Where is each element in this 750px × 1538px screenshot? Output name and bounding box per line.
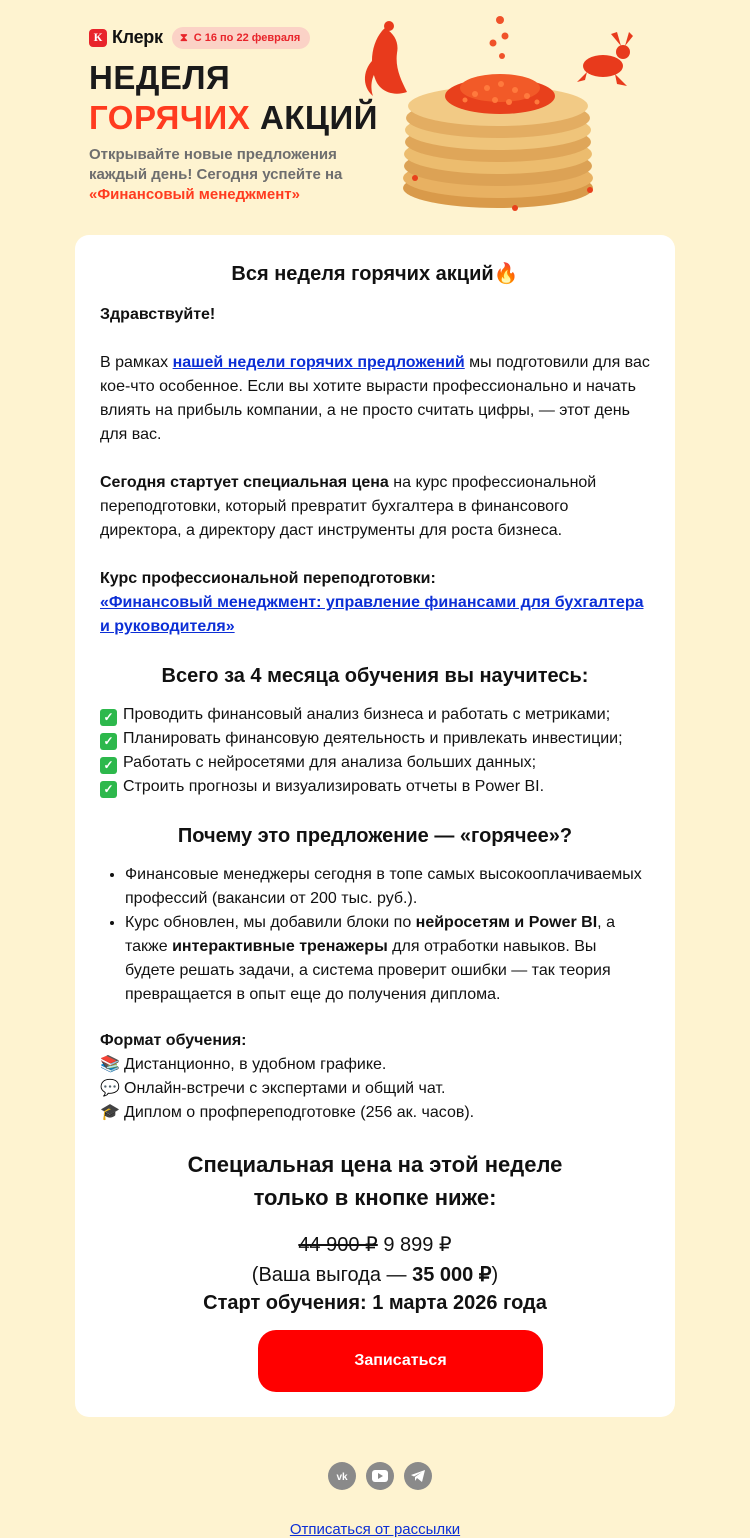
- headline-black: АКЦИЙ: [259, 99, 378, 136]
- caviar-mound: [445, 74, 555, 114]
- course-link[interactable]: «Финансовый менеджмент: управление финансами для бухгалтера и руководителя»: [100, 594, 644, 635]
- intro-text-rest: мы подготовили для вас кое-что особенное. Если вы хотите вырасти профессионально и начать влиять на прибыль компании, а не просто считать цифры, — этот день для вас.: [100, 354, 650, 443]
- list-item: [100, 727, 650, 751]
- telegram-icon[interactable]: [404, 1462, 432, 1490]
- list-item: [100, 1053, 650, 1077]
- headline-line1: НЕДЕЛЯ: [89, 59, 231, 96]
- special-rest: на курс профессиональной переподготовки, который превратит бухгалтера в финансового директора, а директору даст инструменты для роста бизнеса.: [100, 474, 597, 539]
- special-bold: Сегодня стартует специальная цена: [100, 474, 389, 491]
- format-block: [100, 1029, 650, 1125]
- card-title: Вся неделя горячих акций🔥: [231, 263, 519, 285]
- banner-subtitle: [89, 145, 379, 205]
- savings-value: 35 000 ₽: [412, 1264, 492, 1286]
- hot-week-link[interactable]: нашей недели горячих предложений: [172, 354, 465, 371]
- headline-red: ГОРЯЧИХ: [89, 99, 251, 136]
- why-item-text: для отработки навыков. Вы будете решать задачи, а система проверит ошибки — так теория превращается в опыт еще до получения диплома.: [125, 938, 611, 1003]
- list-item: [100, 751, 650, 775]
- learn-heading: Всего за 4 месяца обучения вы научитесь:: [161, 665, 589, 687]
- firebird-icon: [365, 21, 407, 96]
- learn-item-text: Строить прогнозы и визуализировать отчеты в Power BI.: [123, 778, 545, 795]
- price-row: [100, 1232, 650, 1257]
- speech-bubble-icon: 💬: [100, 1080, 120, 1097]
- why-item-text: Курс обновлен, мы добавили блоки по: [125, 914, 416, 931]
- check-icon: ✓: [100, 781, 117, 798]
- learn-item-text: Проводить финансовый анализ бизнеса и работать с метриками;: [123, 706, 611, 723]
- special-price-paragraph: [100, 471, 650, 543]
- why-item-bold: нейросетям и Power BI: [415, 914, 598, 931]
- check-icon: ✓: [100, 709, 117, 726]
- date-badge-text: С 16 по 22 февраля: [193, 32, 301, 44]
- svg-text:vk: vk: [336, 1472, 348, 1481]
- subtitle-text: Открывайте новые предложения каждый день! Сегодня успейте на: [89, 146, 343, 183]
- new-price: 9 899 ₽: [383, 1234, 452, 1256]
- savings-row: [100, 1262, 650, 1287]
- youtube-icon[interactable]: [366, 1462, 394, 1490]
- vk-icon[interactable]: [328, 1462, 356, 1490]
- check-icon: ✓: [100, 757, 117, 774]
- learn-item-text: Работать с нейросетями для анализа больших данных;: [123, 754, 537, 771]
- greeting: Здравствуйте!: [100, 306, 216, 323]
- list-item: [100, 1101, 650, 1125]
- why-item-text: Финансовые менеджеры сегодня в топе самых высокооплачиваемых профессий (вакансии от 200 тыс. руб.).: [125, 866, 642, 907]
- pancakes-with-caviar-image: [355, 8, 645, 218]
- start-date: Старт обучения: 1 марта 2026 года: [203, 1292, 547, 1314]
- why-item-text: , а также: [125, 914, 615, 955]
- course-block: [100, 567, 650, 639]
- check-icon: ✓: [100, 733, 117, 750]
- books-icon: 📚: [100, 1056, 120, 1073]
- format-item-text: Онлайн-встречи с экспертами и общий чат.: [124, 1080, 446, 1097]
- banner-headline: [89, 58, 378, 138]
- unsubscribe-link[interactable]: Отписаться от рассылки: [289, 1521, 461, 1538]
- why-item-bold: интерактивные тренажеры: [172, 938, 388, 955]
- learn-list: [100, 703, 650, 799]
- content-card: [75, 235, 675, 1417]
- date-badge: [172, 27, 310, 49]
- savings-text: (Ваша выгода —: [251, 1264, 413, 1286]
- social-links: [328, 1462, 432, 1490]
- why-list: [100, 863, 650, 1007]
- price-heading-line1: Специальная цена на этой неделе: [187, 1152, 563, 1177]
- format-label: Формат обучения:: [100, 1032, 247, 1049]
- savings-text-end: ): [491, 1264, 499, 1286]
- course-label: Курс профессиональной переподготовки:: [100, 570, 436, 587]
- rabbit-icon: [577, 32, 633, 86]
- graduation-cap-icon: 🎓: [100, 1104, 120, 1121]
- list-item: [100, 1077, 650, 1101]
- why-heading: Почему это предложение — «горячее»?: [177, 825, 573, 847]
- subtitle-red: «Финансовый менеджмент»: [89, 186, 300, 203]
- klerk-logo[interactable]: [89, 27, 163, 48]
- klerk-logo-icon: К: [89, 29, 107, 47]
- logo-text: Клерк: [112, 27, 163, 47]
- promo-banner: [0, 0, 750, 235]
- list-item: [125, 911, 650, 1007]
- list-item: [100, 775, 650, 799]
- price-heading-line2: только в кнопке ниже:: [253, 1185, 497, 1210]
- old-price: 44 900 ₽: [298, 1234, 378, 1256]
- list-item: [125, 863, 650, 911]
- list-item: [100, 703, 650, 727]
- enroll-button[interactable]: Записаться: [258, 1330, 543, 1392]
- intro-text: В рамках: [100, 354, 173, 371]
- format-item-text: Диплом о профпереподготовке (256 ак. часов).: [124, 1104, 475, 1121]
- format-item-text: Дистанционно, в удобном графике.: [124, 1056, 387, 1073]
- learn-item-text: Планировать финансовую деятельность и привлекать инвестиции;: [123, 730, 623, 747]
- intro-paragraph: [100, 351, 650, 447]
- price-heading: [100, 1148, 650, 1214]
- hourglass-icon: ⧗: [180, 31, 188, 44]
